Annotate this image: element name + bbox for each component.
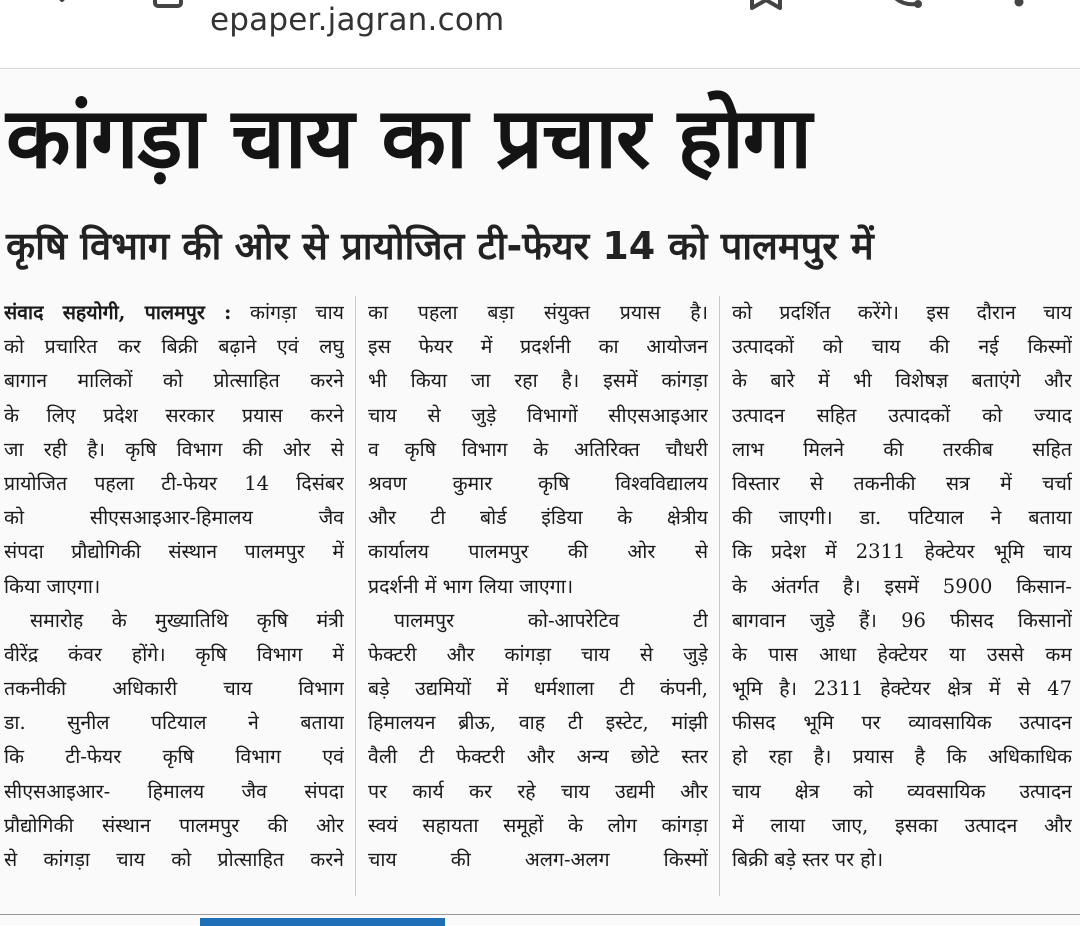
browser-toolbar bbox=[0, 0, 1080, 69]
line-text: किया जाएगा। bbox=[4, 574, 101, 598]
article-line bbox=[4, 809, 344, 843]
line-text: व कृषि विभाग के अतिरिक्त चौधरी bbox=[368, 437, 708, 461]
article-line bbox=[732, 672, 1072, 706]
line-text: इस फेयर में प्रदर्शनी का आयोजन bbox=[368, 335, 708, 359]
line-text: बिक्री बड़े स्तर पर हो। bbox=[732, 848, 884, 871]
article-line bbox=[368, 706, 708, 740]
epaper-clipping bbox=[0, 70, 1080, 925]
line-text: कि टी-फेयर कृषि विभाग एवं bbox=[4, 745, 344, 769]
line-text: डा. सुनील पटियाल ने बताया bbox=[4, 711, 344, 735]
article-line bbox=[4, 604, 344, 638]
article-line bbox=[368, 535, 708, 569]
article-line bbox=[368, 330, 708, 364]
article-line bbox=[732, 433, 1072, 467]
article-line bbox=[368, 809, 708, 843]
line-text: सीएसआइआर- हिमालय जैव संपदा bbox=[4, 779, 344, 803]
article-line bbox=[368, 843, 708, 877]
line-text: कार्यालय पालमपुर की ओर से bbox=[368, 540, 708, 564]
line-text: हिमालयन ब्रीऊ, वाह टी इस्टेट, मांझी bbox=[368, 711, 708, 735]
article-line bbox=[368, 467, 708, 501]
article-line bbox=[732, 296, 1072, 330]
line-text: और टी बोर्ड इंडिया के क्षेत्रीय bbox=[368, 506, 708, 530]
line-text: जा रही है। कृषि विभाग की ओर से bbox=[4, 437, 344, 461]
line-text: प्रौद्योगिकी संस्थान पालमपुर की ओर bbox=[4, 813, 344, 837]
line-text: भी किया जा रहा है। इसमें कांगड़ा bbox=[368, 369, 708, 393]
line-text: बड़े उद्यमियों में धर्मशाला टी कंपनी, bbox=[368, 677, 708, 701]
byline: संवाद सहयोगी, पालमपुर : bbox=[4, 301, 232, 324]
article-line bbox=[4, 638, 344, 672]
article-line bbox=[4, 843, 344, 877]
page-divider bbox=[0, 914, 1080, 915]
article-line bbox=[368, 672, 708, 706]
article-line bbox=[732, 809, 1072, 843]
article-line bbox=[368, 296, 708, 330]
article-line bbox=[732, 330, 1072, 364]
line-text: के बारे में भी विशेषज्ञ बताएंगे और bbox=[732, 369, 1072, 393]
column-divider bbox=[355, 296, 356, 896]
line-text: प्रायोजित पहला टी-फेयर 14 दिसंबर bbox=[4, 471, 344, 495]
line-text: लाभ मिलने की तरकीब सहित bbox=[732, 437, 1072, 461]
line-text: प्रदर्शनी में भाग लिया जाएगा। bbox=[368, 574, 574, 598]
article-line bbox=[732, 740, 1072, 774]
article-line bbox=[4, 535, 344, 569]
line-text: पालमपुर को-आपरेटिव टी bbox=[394, 608, 708, 632]
line-text: फीसद भूमि पर व्यावसायिक उत्पादन bbox=[732, 711, 1072, 735]
line-text: वैली टी फेक्टरी और अन्य छोटे स्तर bbox=[368, 745, 708, 769]
article-line bbox=[4, 467, 344, 501]
article-line bbox=[732, 364, 1072, 398]
line-text: के लिए प्रदेश सरकार प्रयास करने bbox=[4, 403, 344, 427]
article-line bbox=[4, 433, 344, 467]
article-column-1 bbox=[4, 296, 344, 877]
headline: कांगड़ा चाय का प्रचार होगा bbox=[6, 89, 811, 187]
article-line bbox=[4, 672, 344, 706]
article-line bbox=[4, 399, 344, 433]
line-text: की जाएगी। डा. पटियाल ने बताया bbox=[732, 506, 1072, 530]
article-line bbox=[4, 775, 344, 809]
share-icon[interactable] bbox=[886, 0, 926, 16]
article-line bbox=[4, 364, 344, 398]
line-text: के पास आधा हेक्टेयर या उससे कम bbox=[732, 642, 1072, 666]
line-text: श्रवण कुमार कृषि विश्वविद्यालय bbox=[368, 471, 708, 495]
article-line bbox=[368, 638, 708, 672]
article-line bbox=[4, 330, 344, 364]
line-text: समारोह के मुख्यातिथि कृषि मंत्री bbox=[30, 608, 344, 632]
line-text: उत्पादन सहित उत्पादकों को ज्याद bbox=[732, 403, 1072, 427]
close-icon[interactable] bbox=[40, 0, 86, 16]
line-text: वीरेंद्र कंवर होंगे। कृषि विभाग में bbox=[4, 642, 344, 666]
article-line bbox=[732, 501, 1072, 535]
article-line bbox=[368, 604, 708, 638]
article-line bbox=[4, 501, 344, 535]
line-text: स्वयं सहायता समूहों के लोग कांगड़ा bbox=[368, 813, 708, 837]
article-line bbox=[368, 399, 708, 433]
article-line bbox=[4, 706, 344, 740]
article-line bbox=[732, 706, 1072, 740]
subheadline: कृषि विभाग की ओर से प्रायोजित टी-फेयर 14 को पालमपुर में bbox=[6, 224, 874, 268]
line-text: तकनीकी अधिकारी चाय विभाग bbox=[4, 677, 344, 701]
line-text: पर कार्य कर रहे चाय उद्यमी और bbox=[368, 779, 708, 803]
line-text: से कांगड़ा चाय को प्रोत्साहित करने bbox=[4, 848, 344, 871]
line-text: चाय क्षेत्र को व्यवसायिक उत्पादन bbox=[732, 779, 1072, 803]
article-line bbox=[4, 740, 344, 774]
article-line bbox=[732, 467, 1072, 501]
tabs-icon[interactable] bbox=[152, 0, 186, 14]
menu-icon[interactable] bbox=[1006, 0, 1032, 18]
line-text: कांगड़ा चाय bbox=[231, 301, 344, 324]
article-line bbox=[368, 740, 708, 774]
line-text: भूमि है। 2311 हेक्टेयर क्षेत्र में से 47 bbox=[732, 677, 1072, 701]
line-text: कि प्रदेश में 2311 हेक्टेयर भूमि चाय bbox=[732, 540, 1072, 564]
line-text: के अंतर्गत है। इसमें 5900 किसान- bbox=[732, 574, 1072, 598]
article-line bbox=[732, 399, 1072, 433]
article-line bbox=[4, 296, 344, 330]
article-line bbox=[732, 843, 1072, 877]
article-line bbox=[368, 570, 708, 604]
line-text: बागान मालिकों को प्रोत्साहित करने bbox=[4, 369, 344, 393]
line-text: संपदा प्रौद्योगिकी संस्थान पालमपुर में bbox=[4, 540, 344, 564]
line-text: उत्पादकों को चाय की नई किस्मों bbox=[732, 335, 1072, 359]
article-line bbox=[368, 501, 708, 535]
article-line bbox=[732, 638, 1072, 672]
url-bar[interactable]: epaper.jagran.com bbox=[210, 2, 505, 38]
line-text: हो रहा है। प्रयास है कि अधिकाधिक bbox=[732, 745, 1072, 769]
line-text: का पहला बड़ा संयुक्त प्रयास है। bbox=[368, 301, 708, 324]
line-text: में लाया जाए, इसका उत्पादन और bbox=[732, 813, 1072, 837]
line-text: को प्रदर्शित करेंगे। इस दौरान चाय bbox=[732, 301, 1072, 324]
article-line bbox=[732, 570, 1072, 604]
line-text: चाय की अलग-अलग किस्मों bbox=[368, 848, 708, 871]
line-text: को सीएसआइआर-हिमालय जैव bbox=[4, 506, 344, 530]
line-text: फेक्टरी और कांगड़ा चाय से जुड़े bbox=[368, 642, 708, 666]
article-column-2 bbox=[368, 296, 708, 877]
article-line bbox=[4, 570, 344, 604]
article-line bbox=[732, 775, 1072, 809]
line-text: बागवान जुड़े हैं। 96 फीसद किसानों bbox=[732, 608, 1072, 632]
line-text: को प्रचारित कर बिक्री बढ़ाने एवं लघु bbox=[4, 335, 344, 359]
column-divider bbox=[719, 296, 720, 896]
article-line bbox=[368, 433, 708, 467]
line-text: विस्तार से तकनीकी सत्र में चर्चा bbox=[732, 471, 1072, 495]
article-line bbox=[368, 364, 708, 398]
article-column-3 bbox=[732, 296, 1072, 877]
line-text: चाय से जुड़े विभागों सीएसआइआर bbox=[368, 403, 708, 427]
article-line bbox=[732, 604, 1072, 638]
bookmark-icon[interactable] bbox=[746, 0, 786, 16]
article-line bbox=[368, 775, 708, 809]
article-line bbox=[732, 535, 1072, 569]
